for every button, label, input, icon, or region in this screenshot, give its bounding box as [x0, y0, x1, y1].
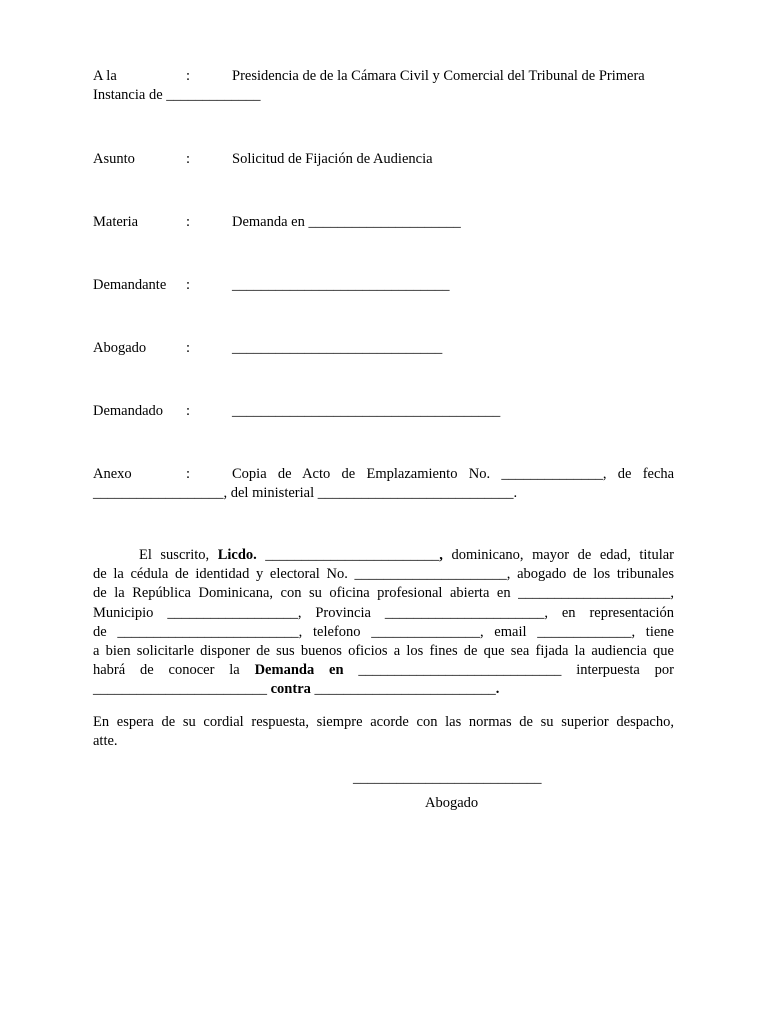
- paragraph-line-5: de _________________________, telefono _______________, email _____________, tiene: [93, 623, 674, 640]
- addressee-label: A la: [93, 68, 117, 84]
- anexo-value: Copia de Acto de Emplazamiento No. ______________, de fecha: [232, 466, 675, 482]
- addressee-value: Presidencia de de la Cámara Civil y Comercial del Tribunal de Primera: [232, 68, 645, 84]
- paragraph-line-4: Municipio __________________, Provincia ______________________, en representación: [93, 604, 674, 621]
- addressee-value-continued: Instancia de _____________: [93, 87, 261, 103]
- closing-line-1: En espera de su cordial respuesta, siempre acorde con las normas de su superior despacho,: [93, 714, 674, 730]
- abogado-colon: :: [186, 340, 191, 356]
- abogado-value: _____________________________: [232, 340, 443, 356]
- signature-line: __________________________: [353, 770, 542, 786]
- closing-paragraph: [93, 713, 674, 751]
- demandante-colon: :: [186, 277, 191, 293]
- paragraph-line-2: de la cédula de identidad y electoral No. _____________________, abogado de los tribunales: [93, 566, 674, 583]
- demandado-label: Demandado: [93, 403, 164, 419]
- anexo-colon: :: [186, 466, 191, 482]
- paragraph-line-1: El suscrito, Licdo. ________________________, dominicano, mayor de edad, titular: [139, 547, 675, 563]
- paragraph-line-3: de la República Dominicana, con su oficina profesional abierta en _____________________,: [93, 585, 674, 602]
- paragraph-line-6: a bien solicitarle disponer de sus buenos oficios a los fines de que sea fijada la audiencia que: [93, 642, 674, 659]
- demandante-value: ______________________________: [232, 277, 450, 293]
- request-paragraph: [93, 546, 674, 700]
- materia-label: Materia: [93, 214, 139, 230]
- demandante-label: Demandante: [93, 277, 167, 293]
- asunto-colon: :: [186, 151, 191, 167]
- materia-value: Demanda en _____________________: [232, 214, 461, 230]
- abogado-label: Abogado: [93, 340, 147, 356]
- anexo-label: Anexo: [93, 466, 132, 482]
- closing-line-2: atte.: [93, 733, 118, 750]
- anexo-value-continued: __________________, del ministerial ___________________________.: [93, 485, 518, 501]
- paragraph-line-8: ________________________ contra _________________________.: [93, 681, 500, 698]
- signature-name: Abogado: [425, 795, 479, 811]
- asunto-label: Asunto: [93, 151, 135, 167]
- materia-colon: :: [186, 214, 191, 230]
- demandado-colon: :: [186, 403, 191, 419]
- asunto-value: Solicitud de Fijación de Audiencia: [232, 151, 433, 167]
- demandado-value: _____________________________________: [232, 403, 501, 419]
- addressee-colon: :: [186, 68, 191, 84]
- paragraph-line-7: habrá de conocer la Demanda en ____________________________ interpuesta por: [93, 662, 674, 679]
